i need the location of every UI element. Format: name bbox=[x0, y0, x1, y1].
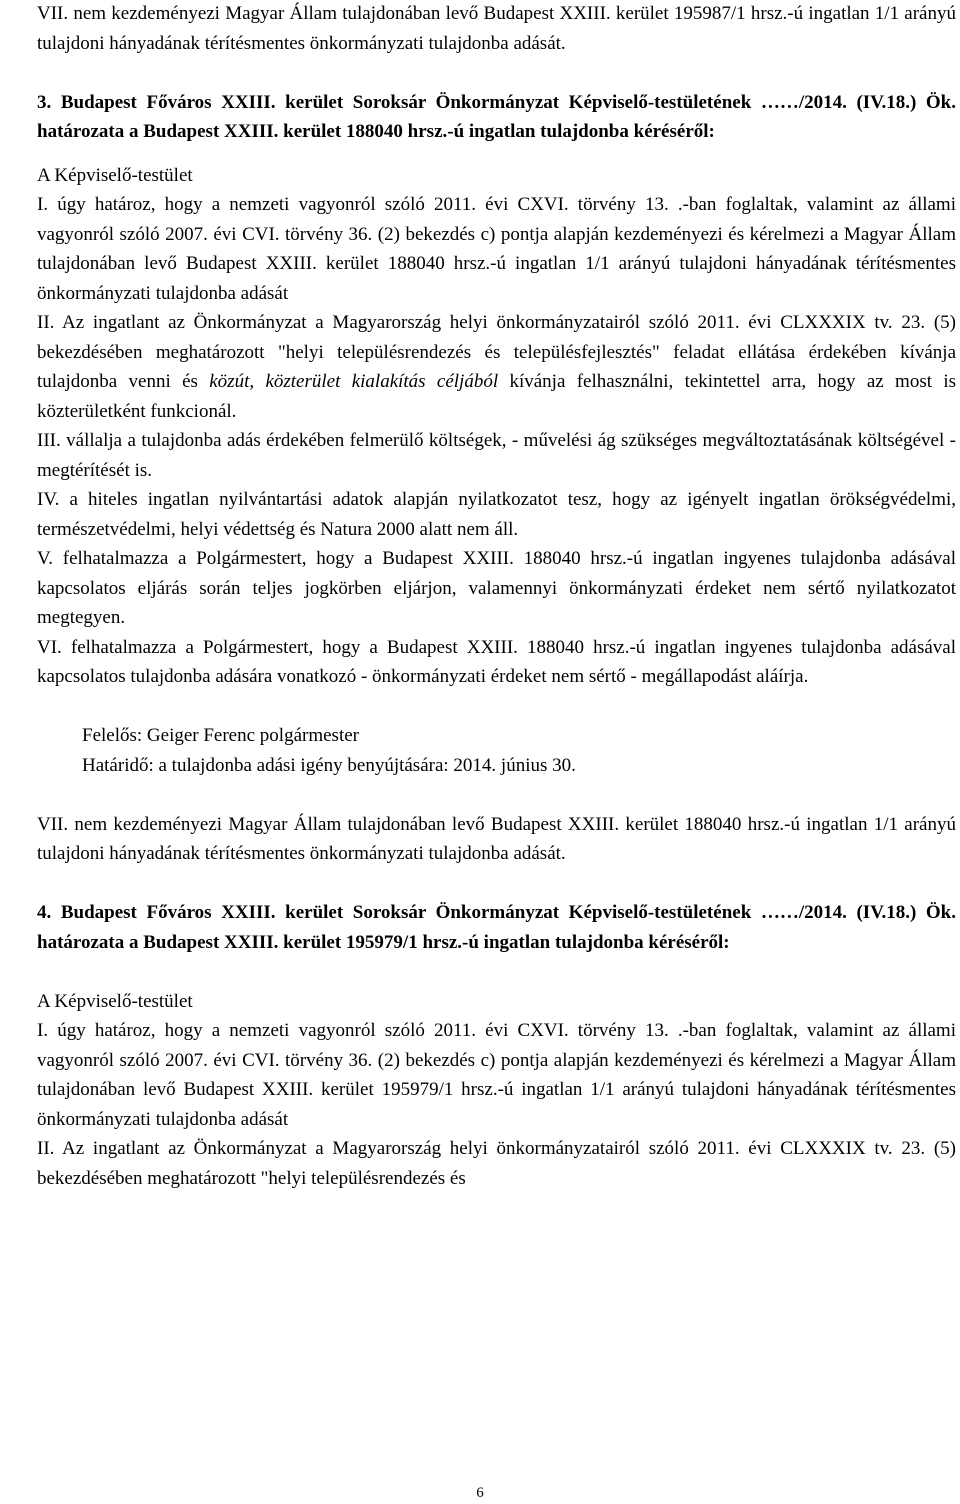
spacer bbox=[37, 58, 956, 88]
resolution-4-body-label: A Képviselő-testület bbox=[37, 990, 193, 1012]
resolution-3-item-ii-end: kívánja felhasználni, tekintettel arra, hogy az most is közterületként funkcionál. bbox=[37, 371, 957, 422]
document-body bbox=[37, 0, 956, 1193]
resolution-3-heading: 3. Budapest Főváros XXIII. kerület Soroksár Önkormányzat Képviselő-testületének ……/2014. (IV.18.) Ök. határozata a Budapest XXIII. kerület 188040 hrsz.-ú ingatlan tulajdonba kéréséről: bbox=[37, 91, 956, 142]
resolution-3-item-i: I. úgy határoz, hogy a nemzeti vagyonról szóló 2011. évi CXVI. törvény 13. .-ban foglaltak, valamint az állami vagyonról szóló 2007. évi CVI. törvény 36. (2) bekezdés c) pontja alapján kezdeményezi és kérelmezi a Magyar Állam tulajdonában levő Budapest XXIII. kerület 188040 hrsz.-ú ingatlan 1/1 arányú tulajdoni hányadának térítésmentes önkormányzati tulajdonba adását bbox=[37, 194, 956, 304]
resolution-3-item-v: V. felhatalmazza a Polgármestert, hogy a Budapest XXIII. 188040 hrsz.-ú ingatlan ingyenes tulajdonba adásával kapcsolatos eljárás során teljes jogkörben eljárjon, valamennyi önkormányzati érdeket nem sértő nyilatkozatot megtegyen. bbox=[37, 548, 956, 628]
resolution-3-deadline: Határidő: a tulajdonba adási igény benyújtására: 2014. június 30. bbox=[82, 754, 576, 776]
resolution-3-responsible: Felelős: Geiger Ferenc polgármester bbox=[82, 725, 359, 746]
resolution-3-item-iii: III. vállalja a tulajdonba adás érdekében felmerülő költségek, - művelési ág szükséges megváltoztatásának költségével - megtérítését is. bbox=[37, 430, 956, 481]
spacer bbox=[37, 692, 956, 722]
resolution-3-item-ii bbox=[37, 308, 956, 426]
spacer bbox=[37, 147, 956, 161]
resolution-3-item-vii: VII. nem kezdeményezi Magyar Állam tulajdonában levő Budapest XXIII. kerület 188040 hrsz.-ú ingatlan 1/1 arányú tulajdoni hányadának térítésmentes önkormányzati tulajdonba adását. bbox=[37, 813, 956, 864]
resolution-4-heading: 4. Budapest Főváros XXIII. kerület Soroksár Önkormányzat Képviselő-testületének ……/2014. (IV.18.) Ök. határozata a Budapest XXIII. kerület 195979/1 hrsz.-ú ingatlan tulajdonba kéréséről: bbox=[37, 902, 956, 953]
resolution-3-item-iv: IV. a hiteles ingatlan nyilvántartási adatok alapján nyilatkozatot tesz, hogy az igényelt ingatlan örökségvédelmi, természetvédelmi, helyi védettség és Natura 2000 alatt nem áll. bbox=[37, 489, 956, 540]
spacer bbox=[37, 780, 956, 810]
resolution-4-item-i: I. úgy határoz, hogy a nemzeti vagyonról szóló 2011. évi CXVI. törvény 13. .-ban foglaltak, valamint az állami vagyonról szóló 2007. évi CVI. törvény 36. (2) bekezdés c) pontja alapján kezdeményezi és kérelmezi a Magyar Állam tulajdonában levő Budapest XXIII. kerület 195979/1 hrsz.-ú ingatlan 1/1 arányú tulajdoni hányadának térítésmentes önkormányzati tulajdonba adását bbox=[37, 1020, 956, 1130]
resolution-3-item-ii-text: II. Az ingatlant az Önkormányzat a Magyarország helyi önkormányzatairól szóló 2011. évi CLXXXIX tv. 23. (5) bekezdésében meghatározott "helyi településrendezés és településfejlesztés" feladat ellátása érdekében kívánja tulajdonba venni és bbox=[37, 312, 956, 392]
page-number: 6 bbox=[476, 1485, 484, 1501]
resolution-3-item-vi: VI. felhatalmazza a Polgármestert, hogy a Budapest XXIII. 188040 hrsz.-ú ingatlan ingyenes tulajdonba adásával kapcsolatos tulajdonba adására vonatkozó - önkormányzati érdeket nem sértő - megállapodást aláírja. bbox=[37, 636, 956, 687]
resolution-item-vii-tail: VII. nem kezdeményezi Magyar Állam tulajdonában levő Budapest XXIII. kerület 195987/1 hrsz.-ú ingatlan 1/1 arányú tulajdoni hányadának térítésmentes önkormányzati tulajdonba adását. bbox=[37, 3, 956, 54]
resolution-3-body-label: A Képviselő-testület bbox=[37, 164, 193, 186]
spacer bbox=[37, 957, 956, 987]
resolution-3-item-ii-italic: közút, közterület kialakítás céljából bbox=[209, 371, 499, 392]
resolution-4-item-ii: II. Az ingatlant az Önkormányzat a Magyarország helyi önkormányzatairól szóló 2011. évi CLXXXIX tv. 23. (5) bekezdésében meghatározott "helyi településrendezés és bbox=[37, 1138, 956, 1189]
spacer bbox=[37, 869, 956, 899]
